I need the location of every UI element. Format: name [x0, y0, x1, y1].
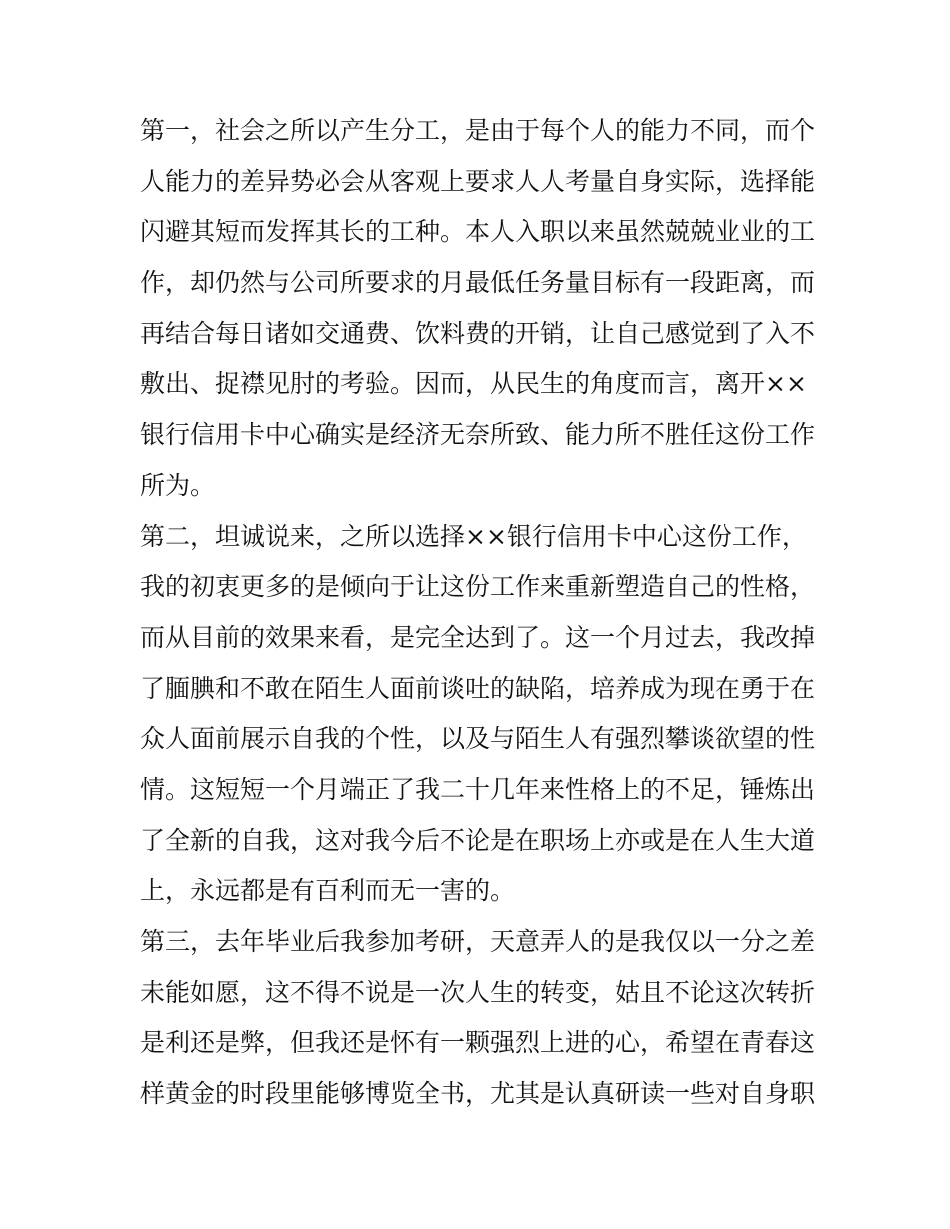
text-line: 是利还是弊，但我还是怀有一颗强烈上进的心，希望在青春这	[140, 1028, 816, 1058]
text-line: 了全新的自我，这对我今后不论是在职场上亦或是在人生大道	[140, 825, 816, 855]
text-line: 第一，社会之所以产生分工，是由于每个人的能力不同，而个	[140, 116, 816, 145]
text-line: 第三，去年毕业后我参加考研，天意弄人的是我仅以一分之差	[140, 927, 816, 956]
text-line: 样黄金的时段里能够博览全书，尤其是认真研读一些对自身职	[140, 1079, 816, 1109]
text-line: 情。这短短一个月端正了我二十几年来性格上的不足，锤炼出	[140, 774, 816, 804]
text-line: 而从目前的效果来看，是完全达到了。这一个月过去，我改掉	[140, 622, 816, 652]
text-line: 再结合每日诸如交通费、饮料费的开销，让自己感觉到了入不	[140, 318, 816, 348]
text-line: 第二，坦诚说来，之所以选择××银行信用卡中心这份工作，	[140, 521, 807, 551]
document-body	[140, 106, 820, 1120]
text-line: 闪避其短而发挥其长的工种。本人入职以来虽然兢兢业业的工	[140, 217, 816, 247]
text-line: 所为。	[140, 470, 216, 500]
text-line: 敷出、捉襟见肘的考验。因而，从民生的角度而言，离开××	[140, 369, 807, 399]
text-line: 人能力的差异势必会从客观上要求人人考量自身实际，选择能	[140, 166, 816, 196]
text-line: 了腼腆和不敢在陌生人面前谈吐的缺陷，培养成为现在勇于在	[140, 673, 816, 703]
text-line: 我的初衷更多的是倾向于让这份工作来重新塑造自己的性格，	[140, 572, 816, 602]
text-line: 众人面前展示自我的个性，以及与陌生人有强烈攀谈欲望的性	[140, 724, 816, 754]
text-line: 未能如愿，这不得不说是一次人生的转变，姑且不论这次转折	[140, 977, 816, 1007]
text-line: 上，永远都是有百利而无一害的。	[140, 876, 516, 906]
text-line: 作，却仍然与公司所要求的月最低任务量目标有一段距离，而	[140, 268, 816, 298]
text-line: 银行信用卡中心确实是经济无奈所致、能力所不胜任这份工作	[140, 420, 816, 450]
